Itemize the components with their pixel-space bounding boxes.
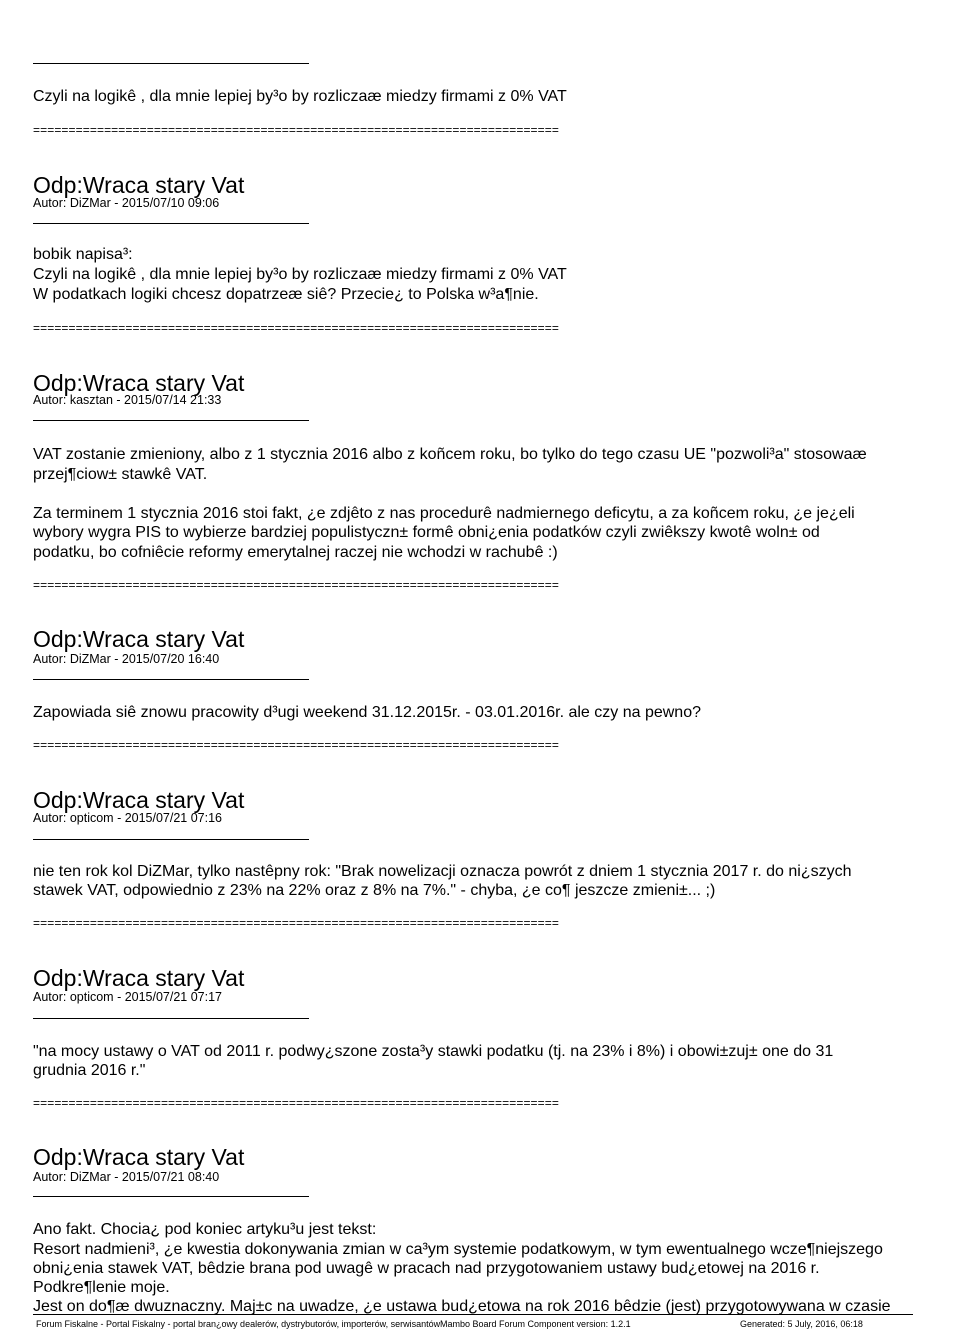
footer-version: Mambo Board Forum Component version: 1.2.1 <box>440 1319 631 1329</box>
post-line: Za terminem 1 stycznia 2016 stoi fakt, ¿e zdjêto z nas procedurê nadmiernego deficytu, a za koñcem roku, ¿e je¿eli <box>33 505 855 522</box>
divider <box>33 679 309 680</box>
post-title: Odp:Wraca stary Vat <box>33 1144 245 1170</box>
divider <box>33 223 309 224</box>
post-line: stawek VAT, odpowiednio z 23% na 22% oraz z 8% na 7%." - chyba, ¿e co¶ jeszcze zmieni±... ;) <box>33 882 716 899</box>
post-meta: Autor: DiZMar - 2015/07/21 08:40 <box>33 1170 220 1184</box>
post-line: Czyli na logikê , dla mnie lepiej by³o by rozliczaæ miedzy firmami z 0% VAT <box>33 266 567 283</box>
separator: ========================================================================== <box>33 123 559 137</box>
intro-text: Czyli na logikê , dla mnie lepiej by³o by rozliczaæ miedzy firmami z 0% VAT <box>33 88 567 105</box>
post-line: nie ten rok kol DiZMar, tylko nastêpny rok: "Brak nowelizacji oznacza powrót z dniem 1 stycznia 2017 r. do ni¿szych <box>33 863 852 880</box>
post-line: VAT zostanie zmieniony, albo z 1 stycznia 2016 albo z koñcem roku, bo tylko do tego czasu UE "pozwoli³a" stosowaæ <box>33 446 867 463</box>
divider <box>33 1196 309 1197</box>
footer-generated: Generated: 5 July, 2016, 06:18 <box>740 1319 863 1329</box>
separator: ========================================================================== <box>33 916 559 930</box>
post-meta: Autor: DiZMar - 2015/07/20 16:40 <box>33 652 220 666</box>
post-line: "na mocy ustawy o VAT od 2011 r. podwy¿szone zosta³y stawki podatku (tj. na 23% i 8%) i obowi±zuj± one do 31 <box>33 1043 834 1060</box>
divider <box>33 1018 309 1019</box>
post-meta: Autor: opticom - 2015/07/21 07:17 <box>33 990 223 1004</box>
post-line: grudnia 2016 r." <box>33 1062 146 1079</box>
separator: ========================================================================== <box>33 321 559 335</box>
separator: ========================================================================== <box>33 1096 559 1110</box>
post-line: Podkre¶lenie moje. <box>33 1279 170 1296</box>
post-title: Odp:Wraca stary Vat <box>33 965 245 991</box>
post-line: obni¿enia stawek VAT, bêdzie brana pod uwagê w pracach nad przygotowaniem ustawy bud¿etowej na 2016 r. <box>33 1260 820 1277</box>
post-line: wybory wygra PIS to wybierze bardziej populistyczn± formê obni¿enia podatków czyli zwiêkszy kwotê woln± od <box>33 524 820 541</box>
divider <box>33 420 309 421</box>
post-title: Odp:Wraca stary Vat <box>33 172 245 198</box>
separator: ========================================================================== <box>33 578 559 592</box>
post-line: przej¶ciow± stawkê VAT. <box>33 466 208 483</box>
post-meta: Autor: DiZMar - 2015/07/10 09:06 <box>33 196 220 210</box>
footer-site: Forum Fiskalne - Portal Fiskalny - portal bran¿owy dealerów, dystrybutorów, importerów, serwisantów <box>36 1319 441 1329</box>
separator: ========================================================================== <box>33 738 559 752</box>
post-title: Odp:Wraca stary Vat <box>33 787 245 813</box>
post-line: Resort nadmieni³, ¿e kwestia dokonywania zmian w ca³ym systemie podatkowym, w tym ewentualnego wcze¶niejszego <box>33 1241 883 1258</box>
post-meta: Autor: opticom - 2015/07/21 07:16 <box>33 811 223 825</box>
post-meta: Autor: kasztan - 2015/07/14 21:33 <box>33 393 222 407</box>
divider <box>33 839 309 840</box>
post-line: Ano fakt. Chocia¿ pod koniec artyku³u jest tekst: <box>33 1221 377 1238</box>
post-line: Zapowiada siê znowu pracowity d³ugi weekend 31.12.2015r. - 03.01.2016r. ale czy na pewno? <box>33 704 701 721</box>
post-line: Jest on do¶æ dwuznaczny. Maj±c na uwadze, ¿e ustawa bud¿etowa na rok 2016 bêdzie (jest) przygotowywana w czasie <box>33 1298 891 1315</box>
post-line: bobik napisa³: <box>33 246 133 263</box>
divider <box>33 63 309 64</box>
post-line: W podatkach logiki chcesz dopatrzeæ siê? Przecie¿ to Polska w³a¶nie. <box>33 286 539 303</box>
post-title: Odp:Wraca stary Vat <box>33 370 245 396</box>
post-title: Odp:Wraca stary Vat <box>33 626 245 652</box>
footer-divider <box>33 1314 913 1315</box>
post-line: podatku, bo cofniêcie reformy emerytalnej raczej nie wchodzi w rachubê :) <box>33 544 558 561</box>
